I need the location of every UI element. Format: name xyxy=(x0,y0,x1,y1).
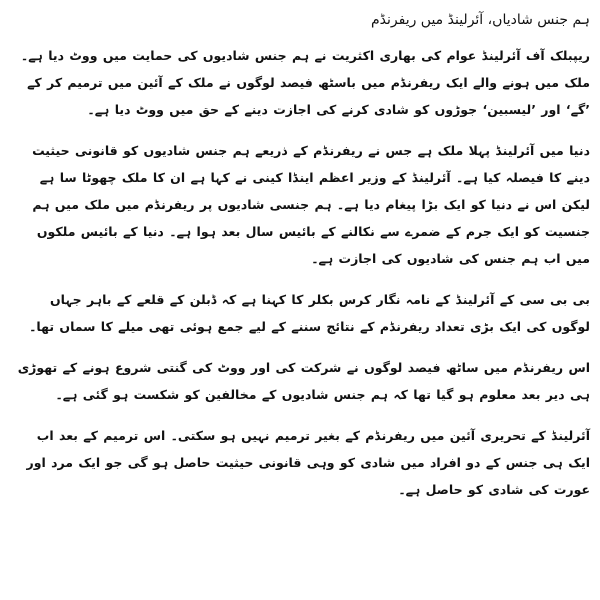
article-paragraph-2: دنیا میں آئرلینڈ پہلا ملک ہے جس نے ریفرنڈم کے ذریعے ہم جنس شادیوں کو قانونی حیثیت دینے کا فیصلہ کیا ہے۔ آئرلینڈ کے وزیر اعظم اینڈا کینی نے کہا ہے ان کا ملک چھوٹا سا ہے لیکن اس نے دنیا کو ایک بڑا پیغام دیا ہے۔ ہم جنسی شادیوں پر ریفرنڈم میں ملک میں ہم جنسیت کو ایک جرم کے ضمرے سے نکالنے کے بائیس سال بعد ہوا ہے۔ دنیا کے بائیس ملکوں میں اب ہم جنس کی شادیوں کی اجازت ہے۔ xyxy=(32,143,590,266)
article-paragraph-1: ریپبلک آف آئرلینڈ عوام کی بھاری اکثریت نے ہم جنس شادیوں کی حمایت میں ووٹ دیا ہے۔ ملک میں ہونے والے ایک ریفرنڈم میں باسٹھ فیصد لوگوں نے ملک کے آئین میں ترمیم کر کے ’گے‘ اور ’لیسبین‘ جوڑوں کو شادی کرنے کی اجازت دینے کے حق میں ووٹ دیا ہے۔ xyxy=(20,48,590,117)
article-paragraph-4: اس ریفرنڈم میں ساٹھ فیصد لوگوں نے شرکت کی اور ووٹ کی گنتی شروع ہونے کے تھوڑی ہی دیر بعد معلوم ہو گیا تھا کہ ہم جنس شادیوں کے مخالفین کو شکست ہو گئی ہے۔ xyxy=(17,360,590,402)
article-title: ہم جنس شادیاں، آئرلینڈ میں ریفرنڈم xyxy=(370,12,590,28)
article-paragraph-5: آئرلینڈ کے تحریری آئین میں ریفرنڈم کے بغیر ترمیم نہیں ہو سکتی۔ اس ترمیم کے بعد اب ایک ہی جنس کے دو افراد میں شادی کو وہی قانونی حیثیت حاصل ہو گی جو ایک مرد اور عورت کی شادی کو حاصل ہے۔ xyxy=(26,428,590,497)
article-paragraph-3: بی بی سی کے آئرلینڈ کے نامہ نگار کرس بکلر کا کہنا ہے کہ ڈبلن کے قلعے کے باہر جہاں لوگوں کی ایک بڑی تعداد ریفرنڈم کے نتائج سننے کے لیے جمع ہوئی تھی میلے کا سماں تھا۔ xyxy=(29,292,590,334)
